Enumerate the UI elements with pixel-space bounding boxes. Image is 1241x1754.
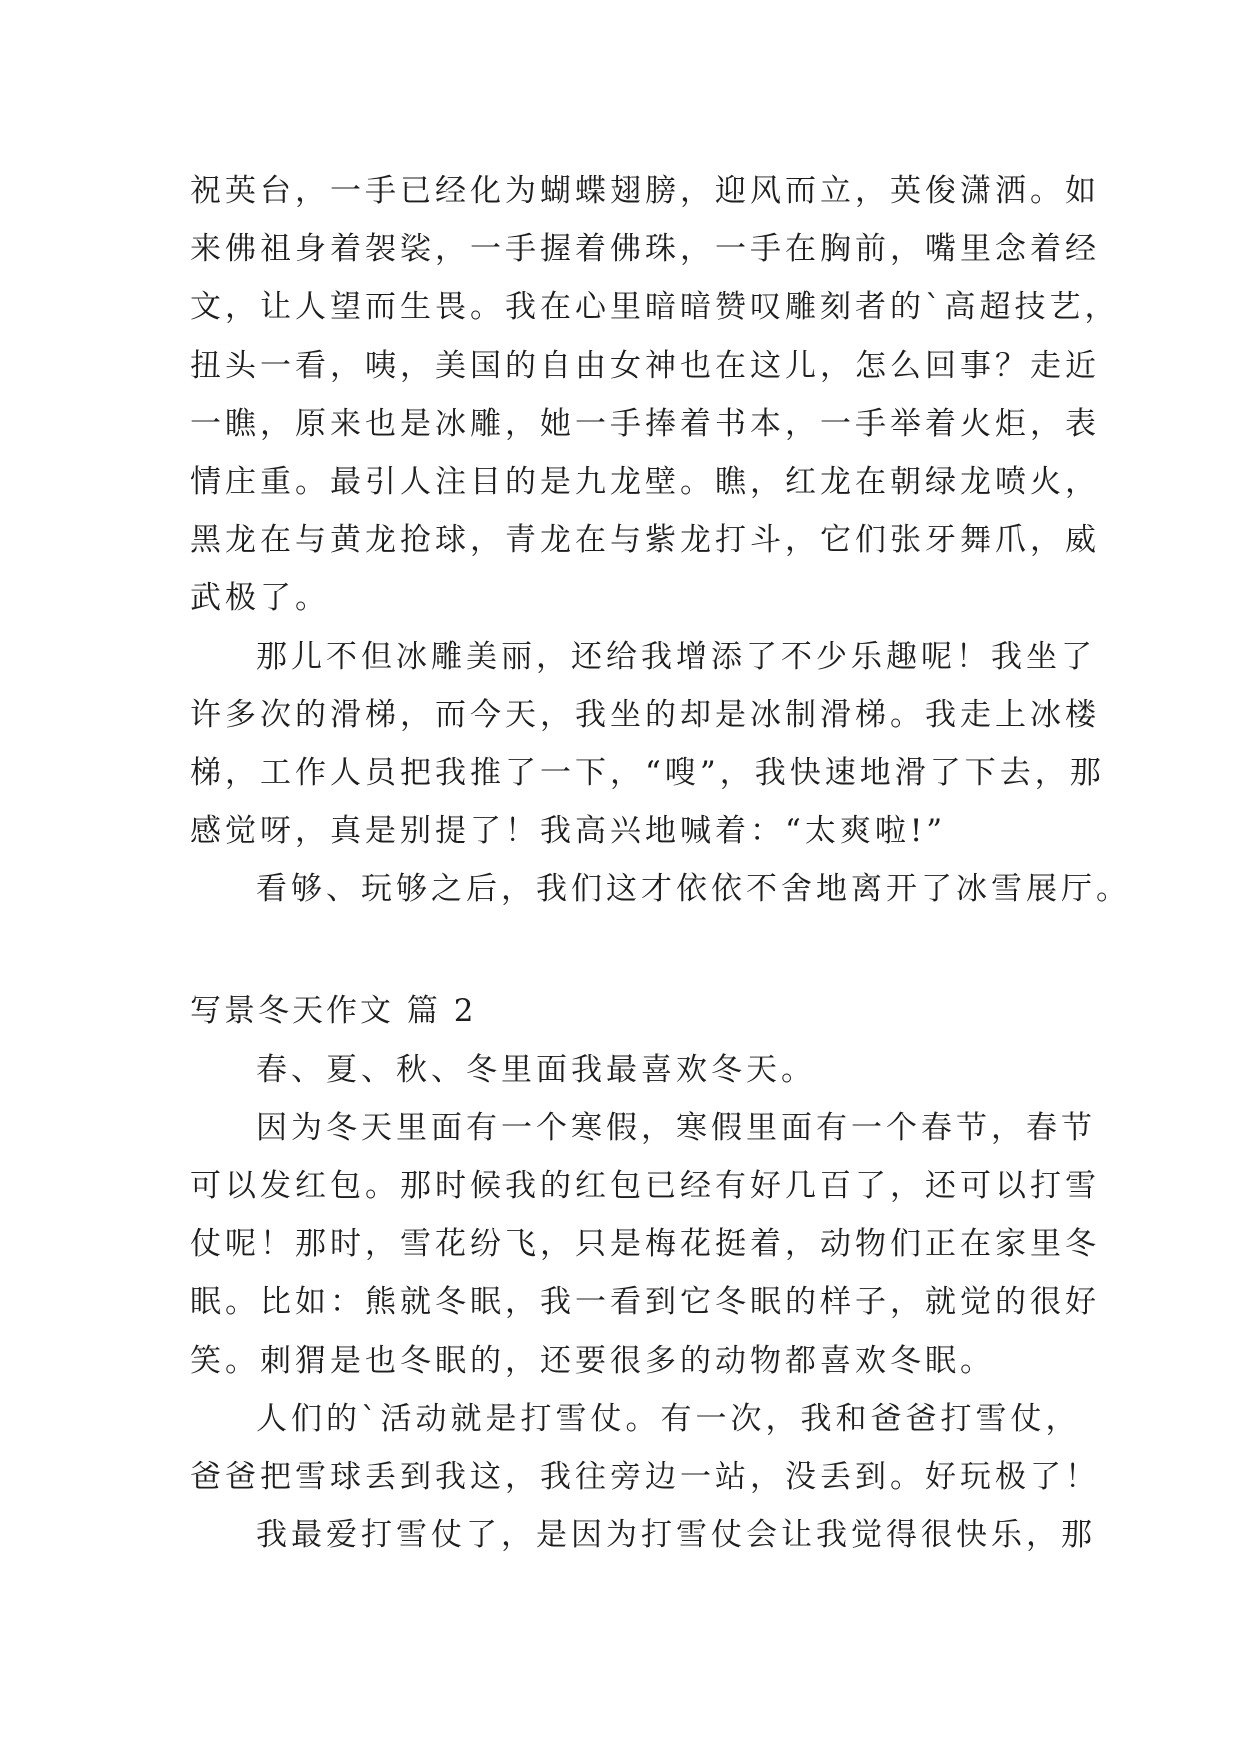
paragraph-start-line: 春、夏、秋、冬里面我最喜欢冬天。 bbox=[256, 1051, 816, 1088]
text-line: 武极了。 bbox=[190, 580, 330, 617]
text-line: 文，让人望而生畏。我在心里暗暗赞叹雕刻者的`高超技艺， bbox=[190, 289, 1120, 326]
paragraph-start-line: 因为冬天里面有一个寒假，寒假里面有一个春节，春节 bbox=[256, 1109, 1096, 1146]
essay-body bbox=[190, 162, 1131, 1564]
text-line: 祝英台，一手已经化为蝴蝶翅膀，迎风而立，英俊潇洒。如 bbox=[190, 173, 1100, 209]
paragraph-start-line: 我最爱打雪仗了，是因为打雪仗会让我觉得很快乐，那 bbox=[256, 1517, 1096, 1554]
text-line: 情庄重。最引人注目的是九龙壁。瞧，红龙在朝绿龙喷火， bbox=[190, 463, 1100, 500]
text-line: 许多次的滑梯，而今天，我坐的却是冰制滑梯。我走上冰楼 bbox=[190, 696, 1100, 733]
section-gap bbox=[190, 918, 1070, 982]
text-line: 爸爸把雪球丢到我这，我往旁边一站，没丢到。好玩极了！ bbox=[190, 1458, 1100, 1495]
text-line: 仗呢！那时，雪花纷飞，只是梅花挺着，动物们正在家里冬 bbox=[190, 1226, 1100, 1263]
text-line: 眠。比如：熊就冬眠，我一看到它冬眠的样子，就觉的很好 bbox=[190, 1284, 1100, 1321]
paragraph-start-line: 人们的`活动就是打雪仗。有一次，我和爸爸打雪仗， bbox=[256, 1400, 1081, 1437]
text-line: 一瞧，原来也是冰雕，她一手捧着书本，一手举着火炬，表 bbox=[190, 405, 1100, 442]
text-line: 梯，工作人员把我推了一下，“嗖”，我快速地滑了下去，那 bbox=[190, 754, 1105, 791]
paragraph-start-line: 那儿不但冰雕美丽，还给我增添了不少乐趣呢！我坐了 bbox=[256, 638, 1096, 675]
text-line: 感觉呀，真是别提了！我高兴地喊着：“太爽啦!” bbox=[190, 813, 947, 850]
paragraph-start-line: 看够、玩够之后，我们这才依依不舍地离开了冰雪展厅。 bbox=[256, 871, 1131, 908]
text-line: 来佛祖身着袈裟，一手握着佛珠，一手在胸前，嘴里念着经 bbox=[190, 231, 1100, 268]
section-heading: 写景冬天作文 篇 2 bbox=[190, 993, 477, 1030]
text-line: 扭头一看，咦，美国的自由女神也在这儿，怎么回事？走近 bbox=[190, 347, 1100, 384]
text-line: 可以发红包。那时候我的红包已经有好几百了，还可以打雪 bbox=[190, 1168, 1100, 1204]
text-line: 笑。刺猬是也冬眠的，还要很多的动物都喜欢冬眠。 bbox=[190, 1342, 995, 1379]
text-line: 黑龙在与黄龙抢球，青龙在与紫龙打斗，它们张牙舞爪，威 bbox=[190, 522, 1100, 559]
